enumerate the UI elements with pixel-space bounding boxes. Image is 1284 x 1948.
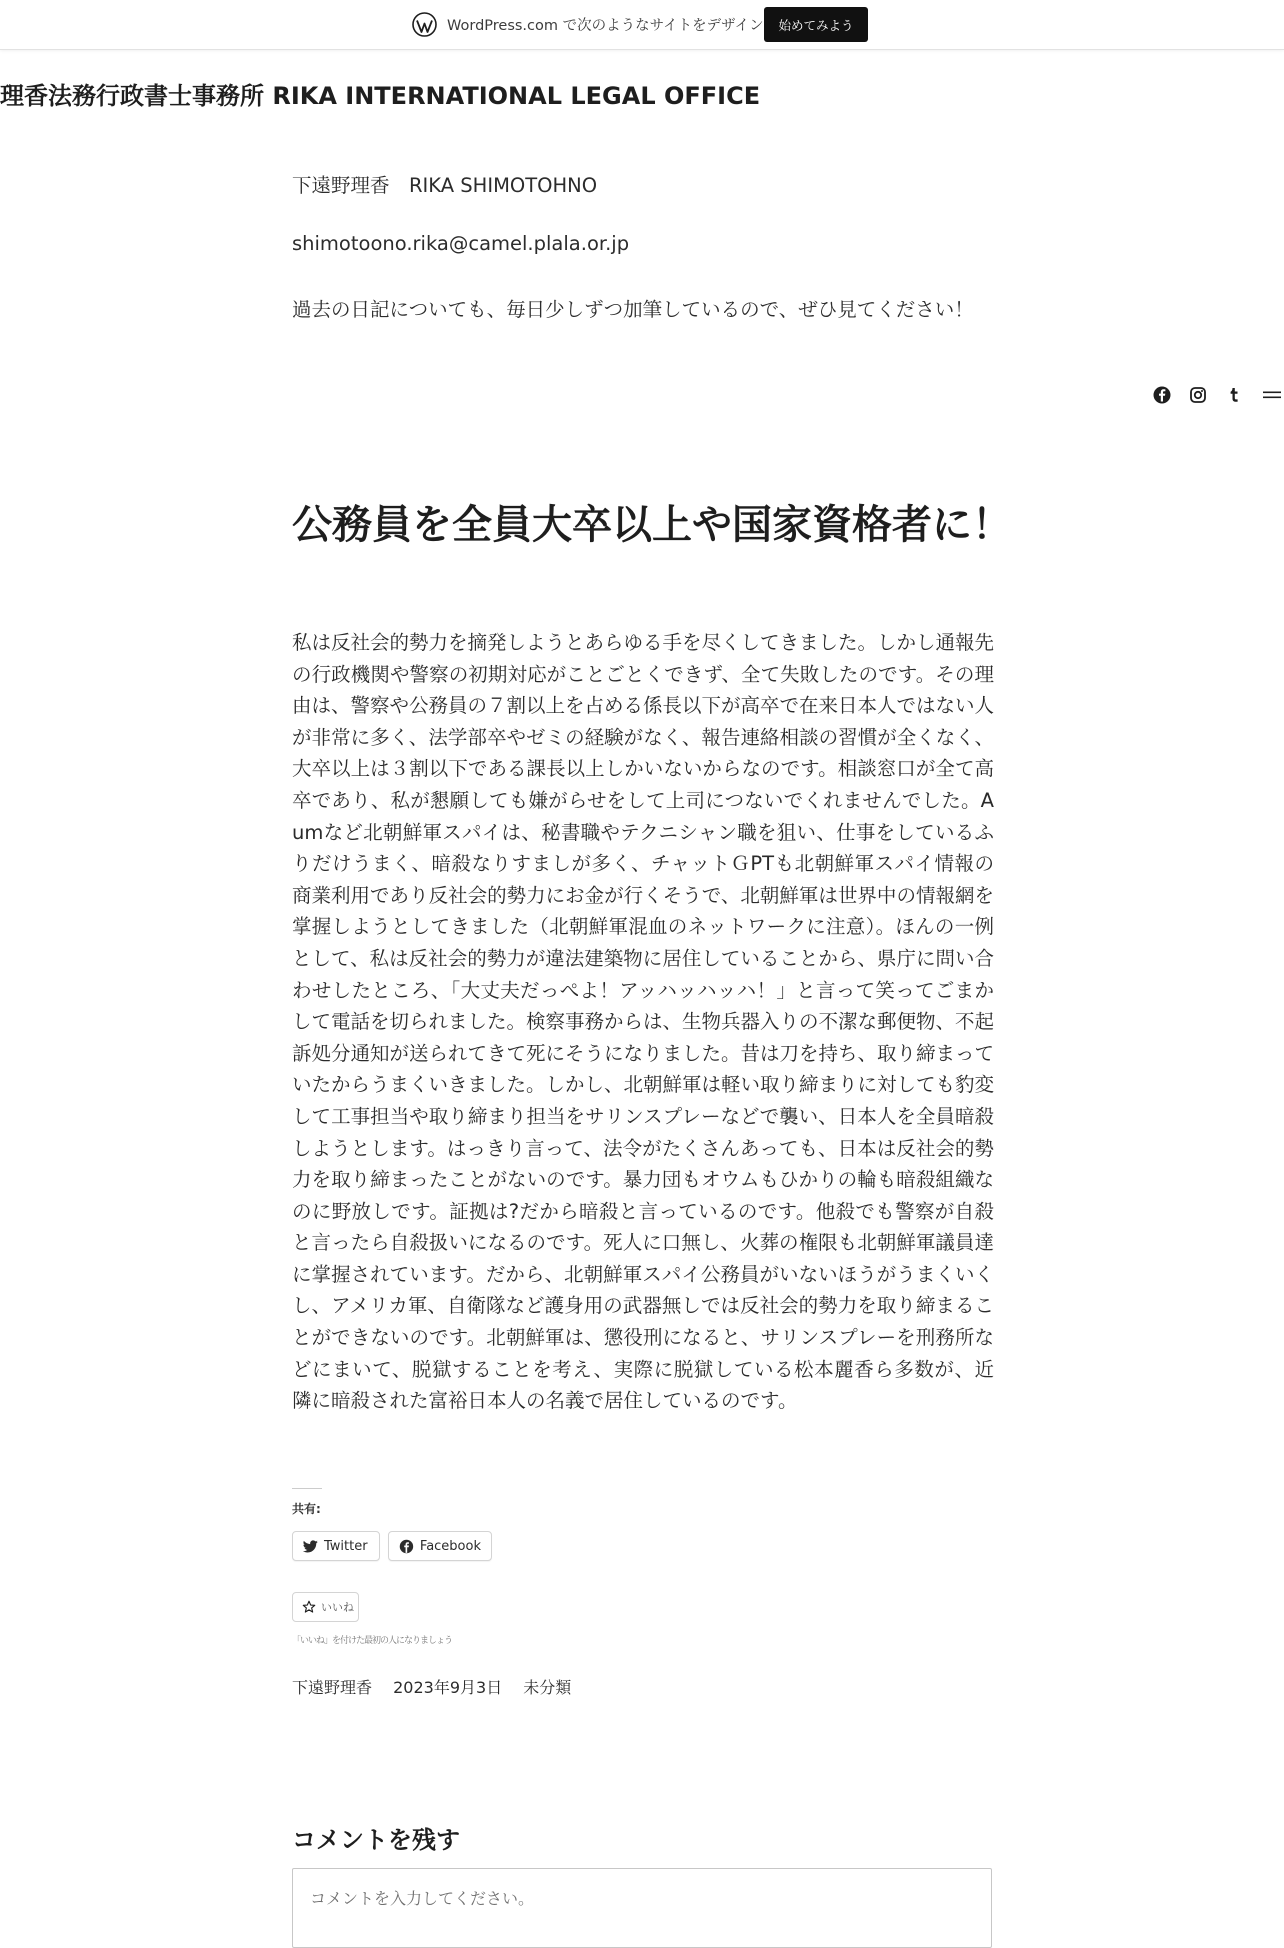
like-label: いいね	[321, 1601, 354, 1614]
menu-icon[interactable]	[1262, 385, 1282, 405]
share-twitter-button[interactable]	[292, 1531, 380, 1561]
tumblr-icon[interactable]	[1224, 385, 1244, 405]
twitter-icon	[303, 1540, 318, 1553]
star-icon	[302, 1600, 316, 1614]
site-title[interactable]: 理香法務行政書士事務所 RIKA INTERNATIONAL LEGAL OFFICE	[0, 82, 761, 110]
share-divider	[292, 1488, 322, 1489]
post-category[interactable]: 未分類	[523, 1678, 572, 1697]
facebook-icon[interactable]	[1152, 385, 1172, 405]
comment-input[interactable]: コメントを入力してください。	[292, 1868, 992, 1948]
facebook-label: Facebook	[419, 1538, 481, 1554]
post-date[interactable]: 2023年9月3日	[393, 1678, 503, 1697]
share-heading: 共有:	[292, 1502, 321, 1516]
wordpress-logo-icon[interactable]	[412, 12, 437, 37]
post-author[interactable]: 下遠野理香	[292, 1678, 373, 1697]
post-meta	[292, 1675, 587, 1698]
twitter-label: Twitter	[324, 1538, 368, 1554]
share-facebook-button[interactable]	[388, 1531, 492, 1561]
like-info-text: 「いいね」を付けた最初の人になりましょう	[292, 1636, 453, 1646]
instagram-icon[interactable]	[1188, 385, 1208, 405]
wordpress-promo-text: WordPress.com で次のようなサイトをデザイン	[447, 18, 764, 34]
facebook-share-icon	[399, 1539, 414, 1554]
comment-heading: コメントを残す	[292, 1826, 460, 1854]
author-name: 下遠野理香 RIKA SHIMOTOHNO	[292, 174, 598, 197]
intro-note: 過去の日記についても、毎日少しずつ加筆しているので、ぜひ見てください！	[292, 298, 974, 321]
get-started-button[interactable]: 始めてみよう	[764, 7, 868, 42]
post-title: 公務員を全員大卒以上や国家資格者に！	[292, 502, 1012, 548]
author-email: shimotoono.rika@camel.plala.or.jp	[292, 232, 630, 255]
post-body: 私は反社会的勢力を摘発しようとあらゆる手を尽くしてきました。しかし通報先の行政機関や警察の初期対応がことごとくできず、全て失敗したのです。その理由は、警察や公務員の７割以上を占める係長以下が高卒で在来日本人ではない人が非常に多く、法学部卒やゼミの経験がなく、報告連絡相談の習慣が全くなく、大卒以上は３割以下である課長以上しかいないからなのです。相談窓口が全て高卒であり、私が懇願しても嫌がらせをして上司につないでくれませんでした。Aumなど北朝鮮軍スパイは、秘書職やテクニシャン職を狙い、仕事をしているふりだけうまく、暗殺なりすましが多く、チャットＧPTも北朝鮮軍スパイ情報の商業利用であり反社会的勢力にお金が行くそうで、北朝鮮軍は世界中の情報網を掌握しようとしてきました（北朝鮮軍混血のネットワークに注意）。ほんの一例として、私は反社会的勢力が違法建築物に居住していることから、県庁に問い合わせしたところ、「大丈夫だっぺよ！アッハッハッハ！」と言って笑ってごまかして電話を切られました。検察事務からは、生物兵器入りの不潔な郵便物、不起訴処分通知が送られてきて死にそうになりました。昔は刀を持ち、取り締まっていたからうまくいきました。しかし、北朝鮮軍は軽い取り締まりに対しても豹変して工事担当や取り締まり担当をサリンスプレーなどで襲い、日本人を全員暗殺しようとします。はっきり言って、法令がたくさんあっても、日本は反社会的勢力を取り締まったことがないのです。暴力団もオウムもひかりの輪も暗殺組織なのに野放しです。証拠は?だから暗殺と言っているのです。他殺でも警察が自殺と言ったら自殺扱いになるのです。死人に口無し、火葬の権限も北朝鮮軍議員達に掌握されています。だから、北朝鮮軍スパイ公務員がいないほうがうまくいくし、アメリカ軍、自衛隊など護身用の武器無しでは反社会的勢力を取り締まることができないのです。北朝鮮軍は、懲役刑になると、サリンスプレーを刑務所などにまいて、脱獄することを考え、実際に脱獄している松本麗香ら多数が、近隣に暗殺された富裕日本人の名義で居住しているのです。	[292, 631, 995, 1413]
wordpress-promo-bar	[0, 0, 1284, 50]
like-button[interactable]	[292, 1592, 359, 1622]
